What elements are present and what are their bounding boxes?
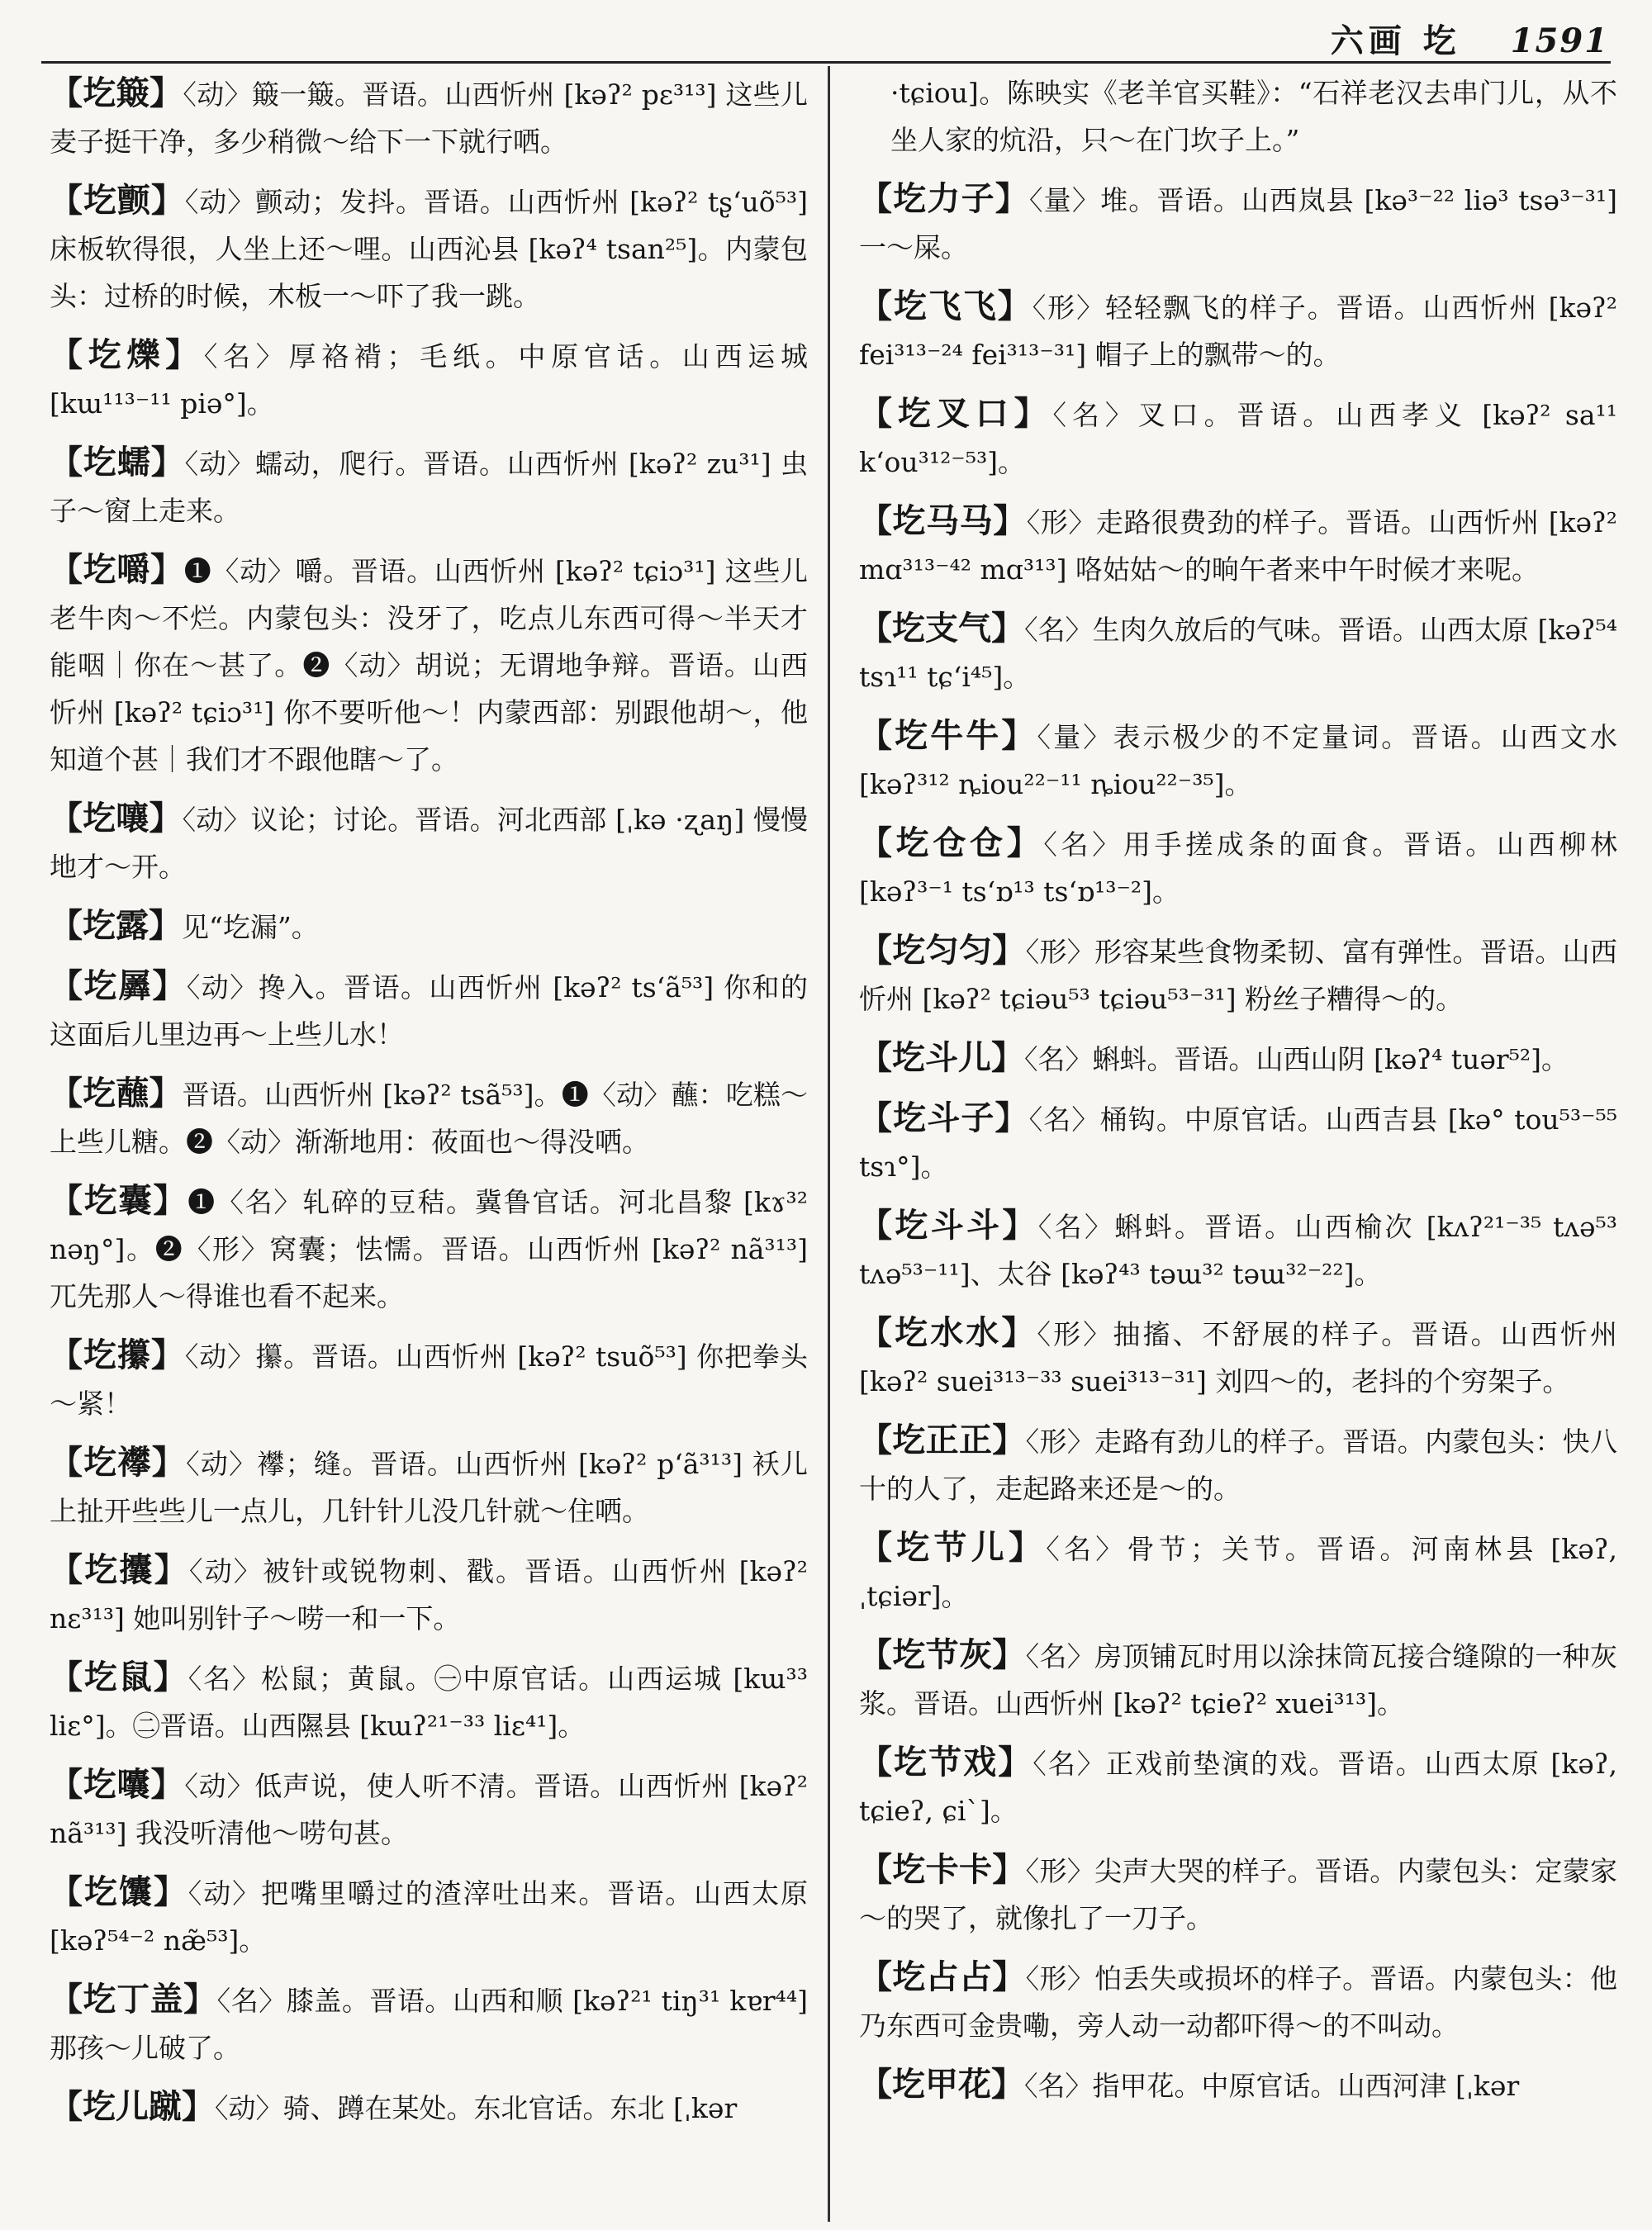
dictionary-entry [859, 1416, 1617, 1512]
headword: 【圪囔】 [50, 1765, 185, 1804]
headword: 【圪羼】 [50, 966, 187, 1005]
dictionary-entry [50, 1439, 808, 1535]
dictionary-entry [50, 69, 808, 165]
headword: 【圪节戏】 [859, 1743, 1033, 1782]
headword: 【圪叉口】 [859, 394, 1053, 433]
headword: 【圪襻】 [50, 1443, 187, 1482]
headword: 【圪蠕】 [50, 443, 185, 482]
definition: 〈形〉形容某些食物柔韧、富有弹性。晋语。山西忻州 [kəʔ² tɕiəu⁵³ tɕiəu⁵³⁻³¹] 粉丝子糟得～的。 [859, 936, 1618, 1015]
headword: 【圪马马】 [859, 501, 1027, 540]
definition: 〈动〉簸一簸。晋语。山西忻州 [kəʔ² pɛ³¹³] 这些儿麦子挺干净，多少稍微～给下一下就行哂。 [50, 78, 809, 158]
dictionary-entry [50, 439, 808, 534]
definition: ❶〈名〉轧碎的豆秸。冀鲁官话。河北昌黎 [kɤ³² nəŋ°]。❷〈形〉窝囊；怯懦。晋语。山西忻州 [kəʔ² nã³¹³] 兀先那人～得谁也看不起来。 [50, 1186, 808, 1312]
headword: 【圪蘸】 [50, 1074, 183, 1113]
dictionary-entry [50, 177, 808, 320]
dictionary-entry [50, 902, 808, 951]
headword: 【圪卡卡】 [859, 1850, 1026, 1889]
headword: 【圪节灰】 [859, 1635, 1026, 1674]
definition: 〈名〉生肉久放后的气味。晋语。山西太原 [kəʔ⁵⁴ tsɿ¹¹ tɕʻi⁴⁵]。 [859, 614, 1617, 693]
page-number: 1591 [1510, 21, 1609, 60]
dictionary-entry [859, 497, 1617, 593]
dictionary-entry [50, 1331, 808, 1427]
definition: 〈形〉轻轻飘飞的样子。晋语。山西忻州 [kəʔ² fei³¹³⁻²⁴ fei³¹³⁻³¹] 帽子上的飘带～的。 [859, 292, 1618, 371]
dictionary-entry [50, 546, 808, 783]
headword: 【圪攥】 [50, 1336, 185, 1374]
dictionary-entry [859, 927, 1617, 1022]
headword: 【圪正正】 [859, 1421, 1026, 1459]
dictionary-entry [859, 605, 1617, 700]
definition: 〈形〉怕丢失或损坏的样子。晋语。内蒙包头：他乃东西可金贵嘞，旁人动一动都吓得～的不叫动。 [859, 1962, 1618, 2042]
definition: 〈动〉低声说，使人听不清。晋语。山西忻州 [kəʔ² nã³¹³] 我没听清他～唠句甚。 [50, 1770, 809, 1849]
section-title: 六画 圪 [1330, 21, 1461, 60]
dictionary-entry [50, 331, 808, 427]
dictionary-entry [50, 795, 808, 890]
definition: 〈名〉叉口。晋语。山西孝义 [kəʔ² sa¹¹ kʻou³¹²⁻⁵³]。 [859, 399, 1617, 478]
headword: 【圪儿蹴】 [50, 2087, 215, 2126]
dictionary-entry [859, 390, 1617, 486]
left-column [50, 69, 808, 2143]
dictionary-entry [859, 2061, 1617, 2109]
definition: 〈名〉蝌蚪。晋语。山西榆次 [kʌʔ²¹⁻³⁵ tʌə⁵³ tʌə⁵³⁻¹¹]、太谷 [kəʔ⁴³ təɯ³² təɯ³²⁻²²]。 [859, 1211, 1618, 1290]
definition: 〈名〉蝌蚪。晋语。山西山阴 [kəʔ⁴ tuər⁵²]。 [1024, 1043, 1569, 1075]
dictionary-entry [50, 1868, 808, 1964]
dictionary-entry [50, 1976, 808, 2071]
dictionary-entry [50, 1761, 808, 1857]
definition: 〈形〉走路很费劲的样子。晋语。山西忻州 [kəʔ² mɑ³¹³⁻⁴² mɑ³¹³] 咯姑姑～的晌午者来中午时候才来呢。 [859, 506, 1618, 586]
definition: 〈名〉正戏前垫演的戏。晋语。山西太原 [kəʔ, tɕieʔ, ɕi`]。 [859, 1748, 1617, 1827]
definition: 〈名〉松鼠；黄鼠。㊀中原官话。山西运城 [kɯ³³ liɛ°]。㊁晋语。山西隰县 [kɯʔ²¹⁻³³ liɛ⁴¹]。 [50, 1663, 808, 1742]
definition: 〈动〉蠕动，爬行。晋语。山西忻州 [kəʔ² zu³¹] 虫子～窗上走来。 [50, 448, 809, 527]
definition: 〈名〉桶钩。中原官话。山西吉县 [kə° tou⁵³⁻⁵⁵ tsɿ°]。 [859, 1103, 1618, 1183]
definition: 〈量〉堆。晋语。山西岚县 [kə³⁻²² liə³ tsə³⁻³¹] 一～屎。 [859, 184, 1617, 263]
headword: 【圪占占】 [859, 1957, 1026, 1996]
definition: ❶〈动〉嚼。晋语。山西忻州 [kəʔ² tɕiɔ³¹] 这些儿老牛肉～不烂。内蒙包头：没牙了，吃点儿东西可得～半天才能咽｜你在～甚了。❷〈动〉胡说；无谓地争辩。晋语。山西忻州 [kəʔ² tɕiɔ³¹] 你不要听他～！内蒙西部：别跟他胡～，他知道个甚｜我们才不跟他瞎～了。 [50, 555, 809, 776]
headword: 【圪支气】 [859, 609, 1025, 648]
definition: 〈量〉表示极少的不定量词。晋语。山西文水 [kəʔ³¹² ȵiou²²⁻¹¹ ȵiou²²⁻³⁵]。 [859, 721, 1618, 800]
definition: 见“圪漏”。 [182, 911, 319, 943]
headword: 【圪甲花】 [859, 2065, 1024, 2104]
dictionary-entry [859, 1094, 1617, 1190]
header-rule [41, 61, 1611, 64]
headword: 【圪节儿】 [859, 1528, 1047, 1567]
dictionary-entry [859, 819, 1617, 915]
dictionary-entry [50, 962, 808, 1058]
headword: 【圪斗斗】 [859, 1206, 1038, 1245]
headword: 【圪力子】 [859, 179, 1029, 218]
definition: 〈名〉膝盖。晋语。山西和顺 [kəʔ²¹ tiŋ³¹ kɐr⁴⁴] 那孩～儿破了。 [50, 1985, 809, 2064]
dictionary-entry [50, 1070, 808, 1165]
definition: 〈动〉议论；讨论。晋语。河北西部 [ˌkə ·ʐaŋ] 慢慢地才～开。 [50, 804, 808, 883]
definition: 〈名〉指甲花。中原官话。山西河津 [ˌkər [1024, 2070, 1520, 2102]
headword: 【圪簸】 [50, 74, 183, 112]
definition: 晋语。山西忻州 [kəʔ² tsã⁵³]。❶〈动〉蘸：吃糕～上些儿糖。❷〈动〉渐渐地用：莜面也～得没哂。 [50, 1079, 808, 1158]
definition: 〈动〉襻；缝。晋语。山西忻州 [kəʔ² pʻã³¹³] 袄儿上扯开些些儿一点儿，几针针儿没几针就～住哂。 [50, 1448, 808, 1527]
dictionary-entry [859, 282, 1617, 378]
headword: 【圪囊】 [50, 1181, 188, 1220]
headword: 【圪斗子】 [859, 1098, 1029, 1137]
dictionary-entry [859, 1846, 1617, 1942]
headword: 【圪馕】 [50, 1872, 188, 1911]
dictionary-entry [859, 1034, 1617, 1083]
dictionary-entry [859, 1309, 1617, 1405]
headword: 【圪爍】 [50, 335, 204, 374]
definition: 〈名〉用手搓成条的面食。晋语。山西柳林 [kəʔ³⁻¹ tsʻɒ¹³ tsʻɒ¹³⁻²]。 [859, 828, 1618, 908]
definition: 〈名〉厚袼褙；毛纸。中原官话。山西运城 [kɯ¹¹³⁻¹¹ piə°]。 [50, 340, 809, 420]
dictionary-entry [859, 712, 1617, 808]
definition: 〈动〉搀入。晋语。山西忻州 [kəʔ² tsʻã⁵³] 你和的这面后儿里边再～上些儿水！ [50, 971, 809, 1051]
definition: 〈动〉被针或锐物刺、戳。晋语。山西忻州 [kəʔ² nɛ³¹³] 她叫别针子～唠一和一下。 [50, 1555, 809, 1635]
headword: 【圪鼠】 [50, 1658, 188, 1696]
right-column [859, 69, 1617, 2121]
headword: 【圪露】 [50, 906, 182, 945]
headword: 【圪斗儿】 [859, 1038, 1024, 1077]
dictionary-entry [859, 1953, 1617, 2049]
definition: 〈名〉骨节；关节。晋语。河南林县 [kəʔ, ˌtɕiər]。 [859, 1533, 1617, 1612]
dictionary-entry [859, 175, 1617, 271]
headword: 【圪丁盖】 [50, 1980, 217, 2019]
definition: 〈形〉尖声大哭的样子。晋语。内蒙包头：定蒙家～的哭了，就像扎了一刀子。 [859, 1855, 1618, 1934]
headword: 【圪嚷】 [50, 799, 183, 837]
dictionary-entry [50, 1546, 808, 1642]
headword: 【圪牛牛】 [859, 716, 1037, 755]
headword: 【圪攮】 [50, 1550, 189, 1589]
definition: 〈名〉房顶铺瓦时用以涂抹筒瓦接合缝隙的一种灰浆。晋语。山西忻州 [kəʔ² tɕieʔ² xuei³¹³]。 [859, 1640, 1618, 1720]
dictionary-entry [859, 1739, 1617, 1834]
dictionary-entry [50, 1177, 808, 1320]
definition: 〈动〉把嘴里嚼过的渣滓吐出来。晋语。山西太原 [kəʔ⁵⁴⁻² næ̃⁵³]。 [50, 1877, 809, 1957]
definition: 〈形〉抽搐、不舒展的样子。晋语。山西忻州 [kəʔ² suei³¹³⁻³³ suei³¹³⁻³¹] 刘四～的，老抖的个穷架子。 [859, 1318, 1618, 1397]
continued-entry-text: ·tɕiou]。陈映实《老羊官买鞋》：“石祥老汉去串门儿，从不坐人家的炕沿，只～在门坎子上。” [890, 77, 1617, 156]
page-header [1331, 15, 1609, 62]
headword: 【圪嚼】 [50, 550, 184, 589]
definition: 〈动〉骑、蹲在某处。东北官话。东北 [ˌkər [215, 2092, 738, 2124]
headword: 【圪水水】 [859, 1313, 1037, 1352]
dictionary-entry [50, 2083, 808, 2132]
headword: 【圪飞飞】 [859, 287, 1032, 325]
dictionary-entry [859, 1202, 1617, 1298]
definition: 〈动〉颤动；发抖。晋语。山西忻州 [kəʔ² tʂʻuõ⁵³] 床板软得很，人坐上还～哩。山西沁县 [kəʔ⁴ tsan²⁵]。内蒙包头：过桥的时候，木板一～吓了我一跳。 [50, 186, 808, 312]
headword: 【圪颤】 [50, 181, 185, 220]
dictionary-entry [50, 1654, 808, 1749]
dictionary-entry [859, 1631, 1617, 1727]
column-divider [828, 66, 830, 2222]
definition: 〈形〉走路有劲儿的样子。晋语。内蒙包头：快八十的人了，走起路来还是～的。 [859, 1426, 1618, 1505]
headword: 【圪匀匀】 [859, 931, 1026, 970]
definition: 〈动〉攥。晋语。山西忻州 [kəʔ² tsuõ⁵³] 你把拳头～紧！ [50, 1340, 808, 1420]
dictionary-entry [859, 1524, 1617, 1620]
headword: 【圪仓仓】 [859, 823, 1044, 862]
